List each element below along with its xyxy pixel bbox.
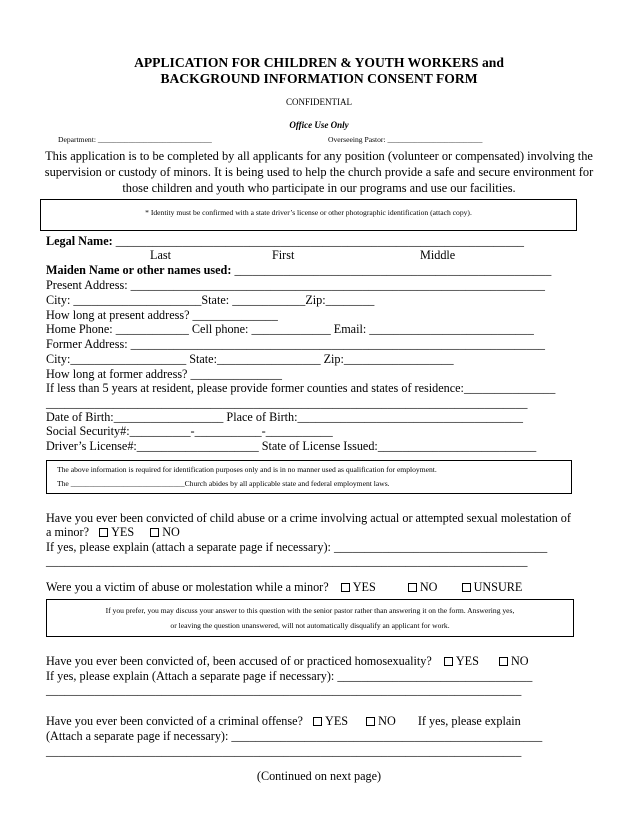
maiden-name-field[interactable] bbox=[46, 264, 551, 276]
q1-yes-label: YES bbox=[111, 525, 135, 539]
q3-no-checkbox[interactable] bbox=[499, 657, 508, 666]
q4-no-label: NO bbox=[378, 714, 396, 728]
q4-text: Have you ever been convicted of a criminal offense? bbox=[46, 714, 303, 728]
q4-no-checkbox[interactable] bbox=[366, 717, 375, 726]
first-label: First bbox=[272, 248, 295, 262]
maiden-name-label: Maiden Name or other names used: bbox=[46, 263, 232, 277]
id-disclaimer-line1: The above information is required for identification purposes only and is in no manner used as qualification for employment. bbox=[57, 465, 437, 474]
identity-notice-text: * Identity must be confirmed with a state driver’s license or other photographic identification (attach copy). bbox=[145, 208, 472, 217]
q1-blank-line[interactable]: _______________________________________________________________________________ bbox=[46, 554, 528, 568]
intro-line1: This application is to be completed by all applicants for any position (volunteer or compensated) involving the bbox=[45, 149, 593, 163]
form-title-line2: BACKGROUND INFORMATION CONSENT FORM bbox=[160, 71, 478, 86]
q2-text: Were you a victim of abuse or molestation while a minor? bbox=[46, 580, 329, 594]
pastor-note-box bbox=[46, 599, 574, 637]
q1-yes-checkbox[interactable] bbox=[99, 528, 108, 537]
ssn-field[interactable]: Social Security#:__________-___________-___________ bbox=[46, 424, 333, 438]
form-title-line1: APPLICATION FOR CHILDREN & YOUTH WORKERS and bbox=[134, 55, 504, 70]
q4-explain-inline: If yes, please explain bbox=[417, 714, 521, 728]
continued-footer: (Continued on next page) bbox=[256, 769, 382, 783]
q2-unsure-label: UNSURE bbox=[473, 580, 523, 594]
former-residence-blank-line[interactable]: _______________________________________________________________________________ bbox=[46, 396, 528, 410]
pastor-note-line2: or leaving the question unanswered, will not automatically disqualify an applicant for work. bbox=[170, 621, 450, 630]
q2-row bbox=[46, 581, 522, 593]
q1-no-label: NO bbox=[162, 525, 180, 539]
how-long-present-field[interactable]: How long at present address? ______________ bbox=[46, 308, 278, 322]
confidential-label: CONFIDENTIAL bbox=[286, 97, 352, 107]
q1-no-checkbox[interactable] bbox=[150, 528, 159, 537]
q3-text: Have you ever been convicted of, been accused of or practiced homosexuality? bbox=[46, 654, 432, 668]
q3-explain-field[interactable]: If yes, please explain (Attach a separate page if necessary): ________________________________ bbox=[46, 669, 533, 683]
legal-name-field[interactable] bbox=[46, 235, 524, 247]
drivers-license-field[interactable]: Driver’s License#:____________________ State of License Issued:__________________________ bbox=[46, 439, 537, 453]
q4-attach-field[interactable]: (Attach a separate page if necessary): ___________________________________________________ bbox=[46, 729, 543, 743]
last-label: Last bbox=[150, 248, 171, 262]
identity-notice-box bbox=[40, 199, 577, 231]
legal-name-line: ___________________________________________________________________ bbox=[112, 234, 525, 248]
former-address-field[interactable]: Former Address: ____________________________________________________________________ bbox=[46, 337, 546, 351]
q2-unsure-checkbox[interactable] bbox=[462, 583, 471, 592]
maiden-name-line: ____________________________________________________ bbox=[231, 263, 552, 277]
q2-yes-checkbox[interactable] bbox=[341, 583, 350, 592]
how-long-former-field[interactable]: How long at former address? _______________ bbox=[46, 367, 282, 381]
q3-row bbox=[46, 655, 529, 667]
q1-text-line2: a minor? bbox=[46, 525, 89, 539]
intro-line3: those children and youth who participate in our programs and use our facilities. bbox=[122, 181, 516, 195]
q3-yes-checkbox[interactable] bbox=[444, 657, 453, 666]
city-state-zip-field[interactable]: City: _____________________State: ____________Zip:________ bbox=[46, 293, 375, 307]
office-use-label: Office Use Only bbox=[289, 120, 349, 130]
former-residence-field[interactable]: If less than 5 years at resident, please provide former counties and states of residence:_______________ bbox=[46, 381, 556, 395]
pastor-note-line1: If you prefer, you may discuss your answer to this question with the senior pastor rather than answering it on the form. Answering yes, bbox=[105, 606, 515, 615]
overseeing-pastor-field[interactable]: Overseeing Pastor: _________________________ bbox=[328, 135, 483, 144]
q1-options bbox=[46, 526, 180, 538]
q2-yes-label: YES bbox=[352, 580, 376, 594]
department-field[interactable]: Department: ______________________________ bbox=[58, 135, 212, 144]
q3-no-label: NO bbox=[511, 654, 529, 668]
legal-name-label: Legal Name: bbox=[46, 234, 113, 248]
q4-blank-line[interactable]: ______________________________________________________________________________ bbox=[46, 744, 522, 758]
id-disclaimer-line2: The ______________________________Church abides by all applicable state and federal employment laws. bbox=[57, 479, 390, 488]
present-address-field[interactable]: Present Address: ____________________________________________________________________ bbox=[46, 278, 546, 292]
former-city-field[interactable]: City:___________________ State:_________________ Zip:__________________ bbox=[46, 352, 454, 366]
q4-yes-checkbox[interactable] bbox=[313, 717, 322, 726]
q3-yes-label: YES bbox=[455, 654, 479, 668]
intro-line2: supervision or custody of minors. It is being used to help the church provide a safe and secure environment for bbox=[44, 165, 594, 179]
q4-yes-label: YES bbox=[325, 714, 349, 728]
q2-no-label: NO bbox=[419, 580, 438, 594]
birth-field[interactable]: Date of Birth:__________________ Place of Birth:_____________________________________ bbox=[46, 410, 523, 424]
id-disclaimer-box bbox=[46, 460, 572, 494]
middle-label: Middle bbox=[420, 248, 456, 262]
q4-row bbox=[46, 715, 521, 727]
q2-no-checkbox[interactable] bbox=[408, 583, 417, 592]
phone-email-field[interactable]: Home Phone: ____________ Cell phone: _____________ Email: ___________________________ bbox=[46, 322, 534, 336]
q1-explain-field[interactable]: If yes, please explain (attach a separate page if necessary): ___________________________________ bbox=[46, 540, 548, 554]
q3-blank-line[interactable]: ______________________________________________________________________________ bbox=[46, 683, 522, 697]
q1-text-line1: Have you ever been convicted of child abuse or a crime involving actual or attempted sexual molestation of bbox=[46, 511, 571, 525]
